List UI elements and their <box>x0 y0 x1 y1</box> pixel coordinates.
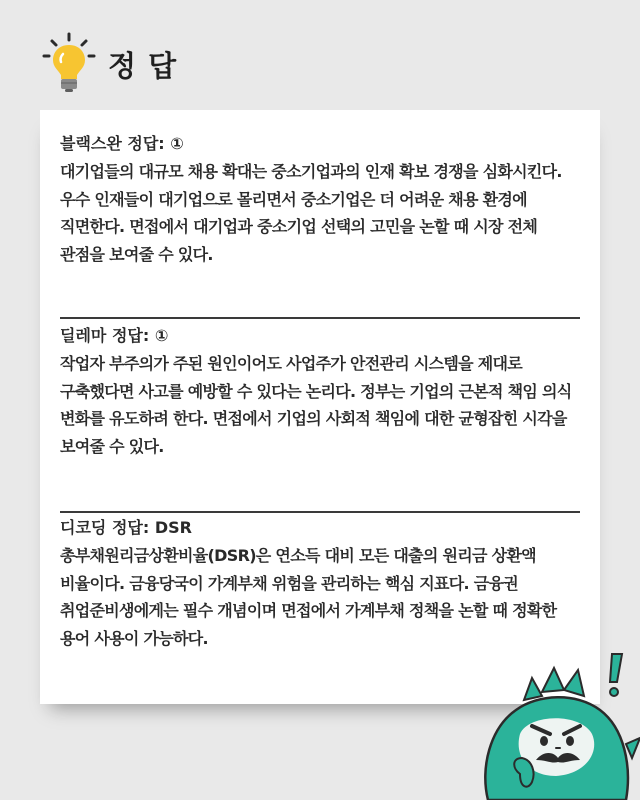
section-title: 디코딩 정답: DSR <box>60 518 192 537</box>
mascot-illustration <box>476 648 640 800</box>
exclamation-icon <box>610 654 622 696</box>
section-divider <box>60 317 580 319</box>
page-header <box>38 32 177 96</box>
page-title: 정 답 <box>108 48 178 83</box>
section-divider <box>60 511 580 513</box>
section-body: 대기업들의 대규모 채용 확대는 중소기업과의 인재 확보 경쟁을 심화시킨다. 우수 인재들이 대기업으로 몰리면서 중소기업은 더 어려운 채용 환경에 직면한다. 면접에서 대기업과 중소기업 선택의 고민을 논할 때 시장 전체 관점을 보여줄 수 있다. <box>60 162 562 264</box>
answer-section-dilemma <box>60 322 580 460</box>
section-body: 작업자 부주의가 주된 원인이어도 사업주가 안전관리 시스템을 제대로 구축했다면 사고를 예방할 수 있다는 논리다. 정부는 기업의 근본적 책임 의식 변화를 유도하려 한다. 면접에서 기업의 사회적 책임에 대한 균형잡힌 시각을 보여줄 수 있다. <box>60 354 572 456</box>
section-title: 블랙스완 정답: ① <box>60 134 184 153</box>
section-title: 딜레마 정답: ① <box>60 326 169 345</box>
answer-section-black-swan <box>60 130 580 268</box>
lightbulb-icon <box>38 32 100 96</box>
answer-card <box>40 110 600 704</box>
answer-section-decoding <box>60 514 580 652</box>
section-body: 총부채원리금상환비율(DSR)은 연소득 대비 모든 대출의 원리금 상환액 비율이다. 금융당국이 가계부채 위험을 관리하는 핵심 지표다. 금융권 취업준비생에게는 필수 개념이며 면접에서 가계부채 정책을 논할 때 정확한 용어 사용이 가능하다. <box>60 546 557 648</box>
